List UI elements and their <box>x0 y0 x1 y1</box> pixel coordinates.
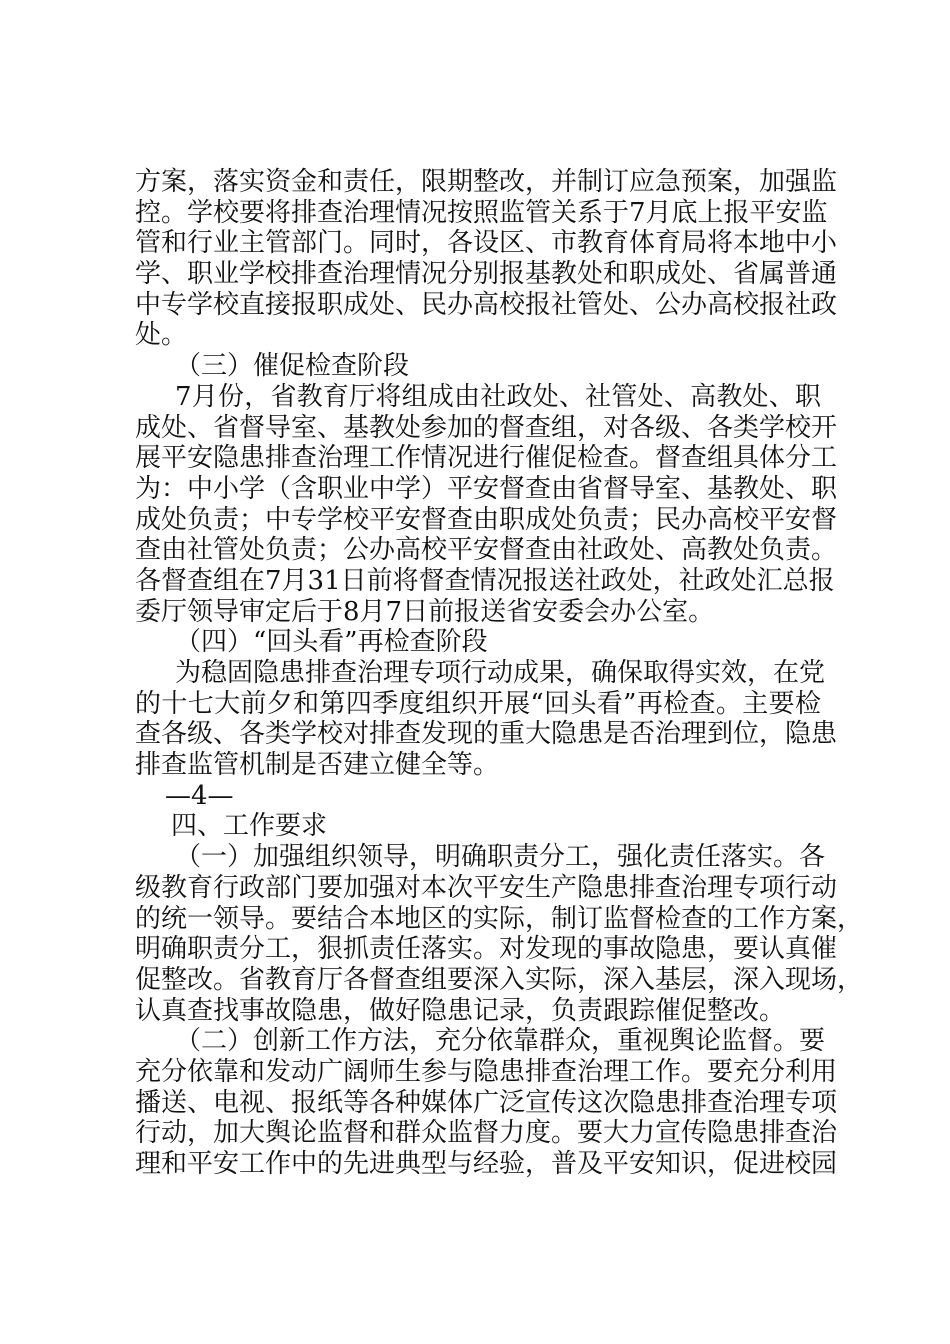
paragraph-line: 7月份，省教育厅将组成由社政处、社管处、高教处、职 <box>175 381 821 412</box>
paragraph-line: 促整改。省教育厅各督查组要深入实际，深入基层，深入现场， <box>135 964 864 995</box>
paragraph-line: （二）创新工作方法，充分依靠群众，重视舆论监督。要 <box>175 1026 826 1057</box>
paragraph-line: 播送、电视、报纸等各种媒体广泛宣传这次隐患排查治理专项 <box>135 1087 838 1118</box>
paragraph-line: 管和行业主管部门。同时，各设区、市教育体育局将本地中小 <box>135 228 838 259</box>
page-number: —4— <box>165 780 234 811</box>
document-page <box>135 167 864 1180</box>
paragraph-line: 行动，加大舆论监督和群众监督力度。要大力宣传隐患排查治 <box>135 1118 838 1149</box>
paragraph-line: 方案，落实资金和责任，限期整改，并制订应急预案，加强监 <box>135 167 838 197</box>
paragraph-line: 成处、省督导室、基教处参加的督查组，对各级、各类学校开 <box>135 412 838 443</box>
paragraph-line: 中专学校直接报职成处、民办高校报社管处、公办高校报社政 <box>135 289 838 320</box>
section-heading: （四）“回头看”再检查阶段 <box>175 627 488 658</box>
section-heading: 四、工作要求 <box>171 811 328 842</box>
paragraph-line: 的统一领导。要结合本地区的实际，制订监督检查的工作方案， <box>135 903 864 934</box>
paragraph-line: 为稳固隐患排查治理专项行动成果，确保取得实效，在党 <box>175 658 826 688</box>
paragraph-line: 认真查找事故隐患，做好隐患记录，负责跟踪催促整改。 <box>135 995 786 1026</box>
paragraph-line: 理和平安工作中的先进典型与经验，普及平安知识，促进校园 <box>135 1149 838 1179</box>
paragraph-line: 成处负责；中专学校平安督查由职成处负责；民办高校平安督 <box>135 504 838 535</box>
paragraph-line: （一）加强组织领导，明确职责分工，强化责任落实。各 <box>175 842 826 873</box>
paragraph-line: 展平安隐患排查治理工作情况进行催促检查。督查组具体分工 <box>135 443 838 474</box>
paragraph-line: 级教育行政部门要加强对本次平安生产隐患排查治理专项行动 <box>135 872 838 903</box>
paragraph-line: 学、职业学校排查治理情况分别报基教处和职成处、省属普通 <box>135 259 838 290</box>
paragraph-line: 各督查组在7月31日前将督查情况报送社政处，社政处汇总报 <box>135 565 835 596</box>
section-heading: （三）催促检查阶段 <box>175 351 410 382</box>
paragraph-line: 充分依靠和发动广阔师生参与隐患排查治理工作。要充分利用 <box>135 1056 838 1087</box>
paragraph-line: 控。学校要将排查治理情况按照监管关系于7月底上报平安监 <box>135 197 828 228</box>
paragraph-line: 为：中小学（含职业中学）平安督查由省督导室、基教处、职 <box>135 473 838 504</box>
paragraph-line: 排查监管机制是否建立健全等。 <box>135 750 500 781</box>
paragraph-line: 查由社管处负责；公办高校平安督查由社政处、高教处负责。 <box>135 535 838 566</box>
paragraph-line: 的十七大前夕和第四季度组织开展“回头看”再检查。主要检 <box>135 688 821 719</box>
paragraph-line: 明确职责分工，狠抓责任落实。对发现的事故隐患，要认真催 <box>135 934 838 965</box>
paragraph-line: 委厅领导审定后于8月7日前报送省安委会办公室。 <box>135 596 715 627</box>
paragraph-line: 处。 <box>135 320 188 351</box>
paragraph-line: 查各级、各类学校对排查发现的重大隐患是否治理到位，隐患 <box>135 719 838 750</box>
